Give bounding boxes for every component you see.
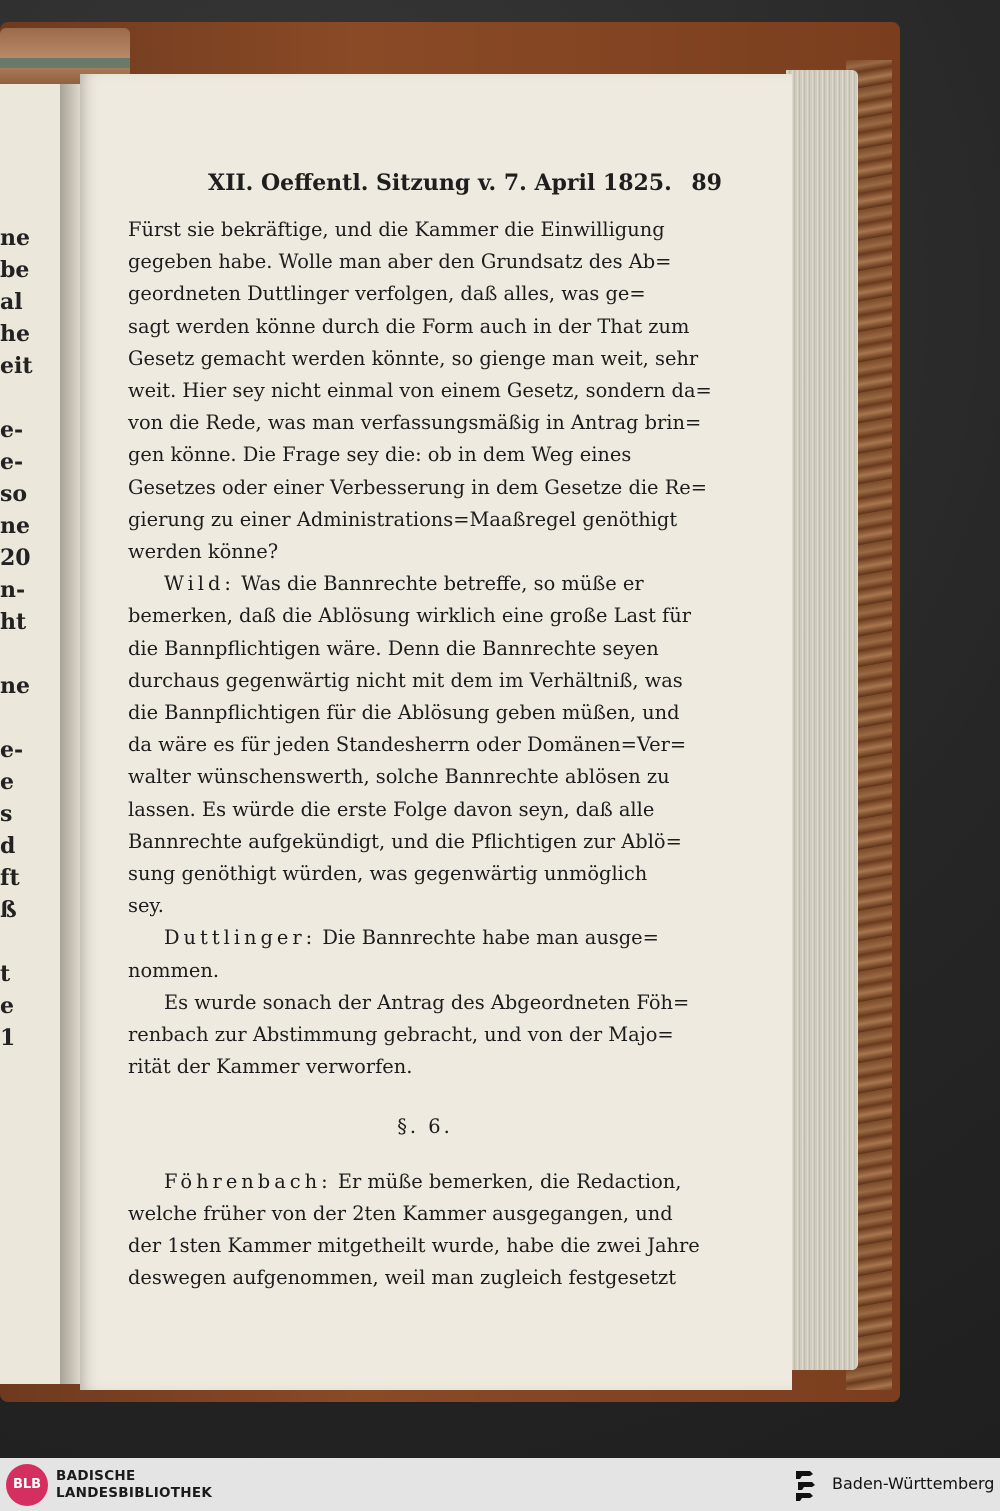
left-page-fragment: ne xyxy=(0,225,30,251)
text-line: sung genöthigt würden, was gegenwärtig unmöglich xyxy=(128,862,648,886)
left-page-fragment: ht xyxy=(0,609,27,635)
left-page-fragment xyxy=(0,638,36,670)
library-name-line1: BADISCHE xyxy=(56,1468,136,1484)
text-line: gierung zu einer Administrations=Maaßregel genöthigt xyxy=(128,507,678,531)
blb-logo[interactable]: BLB xyxy=(6,1464,48,1506)
left-page-fragment: ne xyxy=(0,673,30,699)
text-line: die Bannpflichtigen wäre. Denn die Bannrechte seyen xyxy=(128,636,659,660)
text-line: werden könne? xyxy=(128,540,279,564)
left-page-fragment: ne xyxy=(0,513,30,539)
text-line: die Bannpflichtigen für die Ablösung geben müßen, und xyxy=(128,701,680,725)
left-page-fragment: e xyxy=(0,993,14,1019)
left-page-fragment: n- xyxy=(0,577,26,603)
left-page-fragment: ft xyxy=(0,865,20,891)
page-body xyxy=(128,214,722,1295)
paragraph-3-first-line xyxy=(128,922,722,954)
running-header-title: XII. Oeffentl. Sitzung v. 7. April 1825. xyxy=(208,170,672,196)
text-line: sagt werden könne durch die Form auch in der That zum xyxy=(128,314,690,338)
text-line: rität der Kammer verworfen. xyxy=(128,1055,413,1079)
section-heading: §. 6. xyxy=(397,1115,453,1139)
paragraph-3 xyxy=(128,922,722,986)
text-line: da wäre es für jeden Standesherrn oder Domänen=Ver= xyxy=(128,733,687,757)
paragraph-1 xyxy=(128,214,722,568)
text-line: Es wurde sonach der Antrag des Abgeordneten Föh= xyxy=(164,990,690,1014)
text-line: weit. Hier sey nicht einmal von einem Gesetz, sondern da= xyxy=(128,379,712,403)
paragraph-5 xyxy=(128,1166,722,1295)
text-line: nommen. xyxy=(128,958,220,982)
left-page-fragment: so xyxy=(0,481,28,507)
left-page-fragment: 20 xyxy=(0,545,31,571)
text-line: sey. xyxy=(128,894,164,918)
left-page-fragment: e- xyxy=(0,417,24,443)
left-page-fragment: e- xyxy=(0,737,24,763)
text-line: der 1sten Kammer mitgetheilt wurde, habe die zwei Jahre xyxy=(128,1234,700,1258)
text-line: welche früher von der 2ten Kammer ausgegangen, und xyxy=(128,1201,673,1225)
text-line: Bannrechte aufgekündigt, und die Pflichtigen zur Ablö= xyxy=(128,829,682,853)
paragraph-5-first-text: Er müße bemerken, die Redaction, xyxy=(337,1169,682,1193)
text-line: Gesetz gemacht werden könnte, so gienge man weit, sehr xyxy=(128,346,699,370)
text-line: Fürst sie bekräftige, und die Kammer die Einwilligung xyxy=(128,218,665,241)
text-line: deswegen aufgenommen, weil man zugleich festgesetzt xyxy=(128,1266,677,1290)
text-line: renbach zur Abstimmung gebracht, und von der Majo= xyxy=(128,1023,674,1047)
page-number: 89 xyxy=(691,170,722,196)
left-page-fragment: ß xyxy=(0,897,17,923)
text-line: gen könne. Die Frage sey die: ob in dem Weg eines xyxy=(128,443,632,467)
text-line: walter wünschenswerth, solche Bannrechte ablösen zu xyxy=(128,765,670,789)
left-page-fragment: be xyxy=(0,257,30,283)
paragraph-2-first-text: Was die Bannrechte betreffe, so müße er xyxy=(241,572,644,596)
left-page-fragment xyxy=(0,702,36,734)
paragraph-5-first-line xyxy=(128,1166,722,1198)
paragraph-2 xyxy=(128,568,722,922)
paragraph-2-first-line xyxy=(128,568,722,600)
left-page-fragment: s xyxy=(0,801,13,827)
left-page-fragment: d xyxy=(0,833,16,859)
left-page-fragment: 1 xyxy=(0,1025,16,1051)
speaker-name: Duttlinger: xyxy=(164,926,317,950)
paragraph-3-first-text: Die Bannrechte habe man ausge= xyxy=(322,926,659,950)
text-line: Gesetzes oder einer Verbesserung in dem Gesetze die Re= xyxy=(128,475,708,499)
left-page-fragment: al xyxy=(0,289,23,315)
left-page-text-fragments xyxy=(0,222,36,1054)
left-page-fragment: he xyxy=(0,321,30,347)
left-page-fragment: eit xyxy=(0,353,33,379)
text-line: bemerken, daß die Ablösung wirklich eine große Last für xyxy=(128,604,691,628)
text-line: durchaus gegenwärtig nicht mit dem im Verhältniß, was xyxy=(128,668,683,692)
text-line: von die Rede, was man verfassungsmäßig in Antrag brin= xyxy=(128,411,702,435)
state-label[interactable]: Baden-Württemberg xyxy=(832,1474,995,1493)
text-line: geordneten Duttlinger verfolgen, daß alles, was ge= xyxy=(128,282,646,306)
left-page-fragment: e- xyxy=(0,449,24,475)
speaker-name: Wild: xyxy=(164,572,235,596)
text-line: lassen. Es würde die erste Folge davon seyn, daß alle xyxy=(128,797,655,821)
library-name-line2: LANDESBIBLIOTHEK xyxy=(56,1485,213,1501)
speaker-name: Föhrenbach: xyxy=(164,1169,332,1193)
running-header xyxy=(208,166,722,202)
page-block-edges xyxy=(786,70,858,1370)
left-page-fragment xyxy=(0,382,36,414)
left-page-fragment: e xyxy=(0,769,14,795)
footer-bar xyxy=(0,1458,1000,1511)
text-line: gegeben habe. Wolle man aber den Grundsatz des Ab= xyxy=(128,250,672,274)
baden-wuerttemberg-lions-icon xyxy=(792,1467,822,1503)
library-name[interactable] xyxy=(56,1468,212,1502)
left-page-fragment xyxy=(0,926,36,958)
paragraph-4 xyxy=(128,987,722,1084)
left-page-fragment: t xyxy=(0,961,11,987)
